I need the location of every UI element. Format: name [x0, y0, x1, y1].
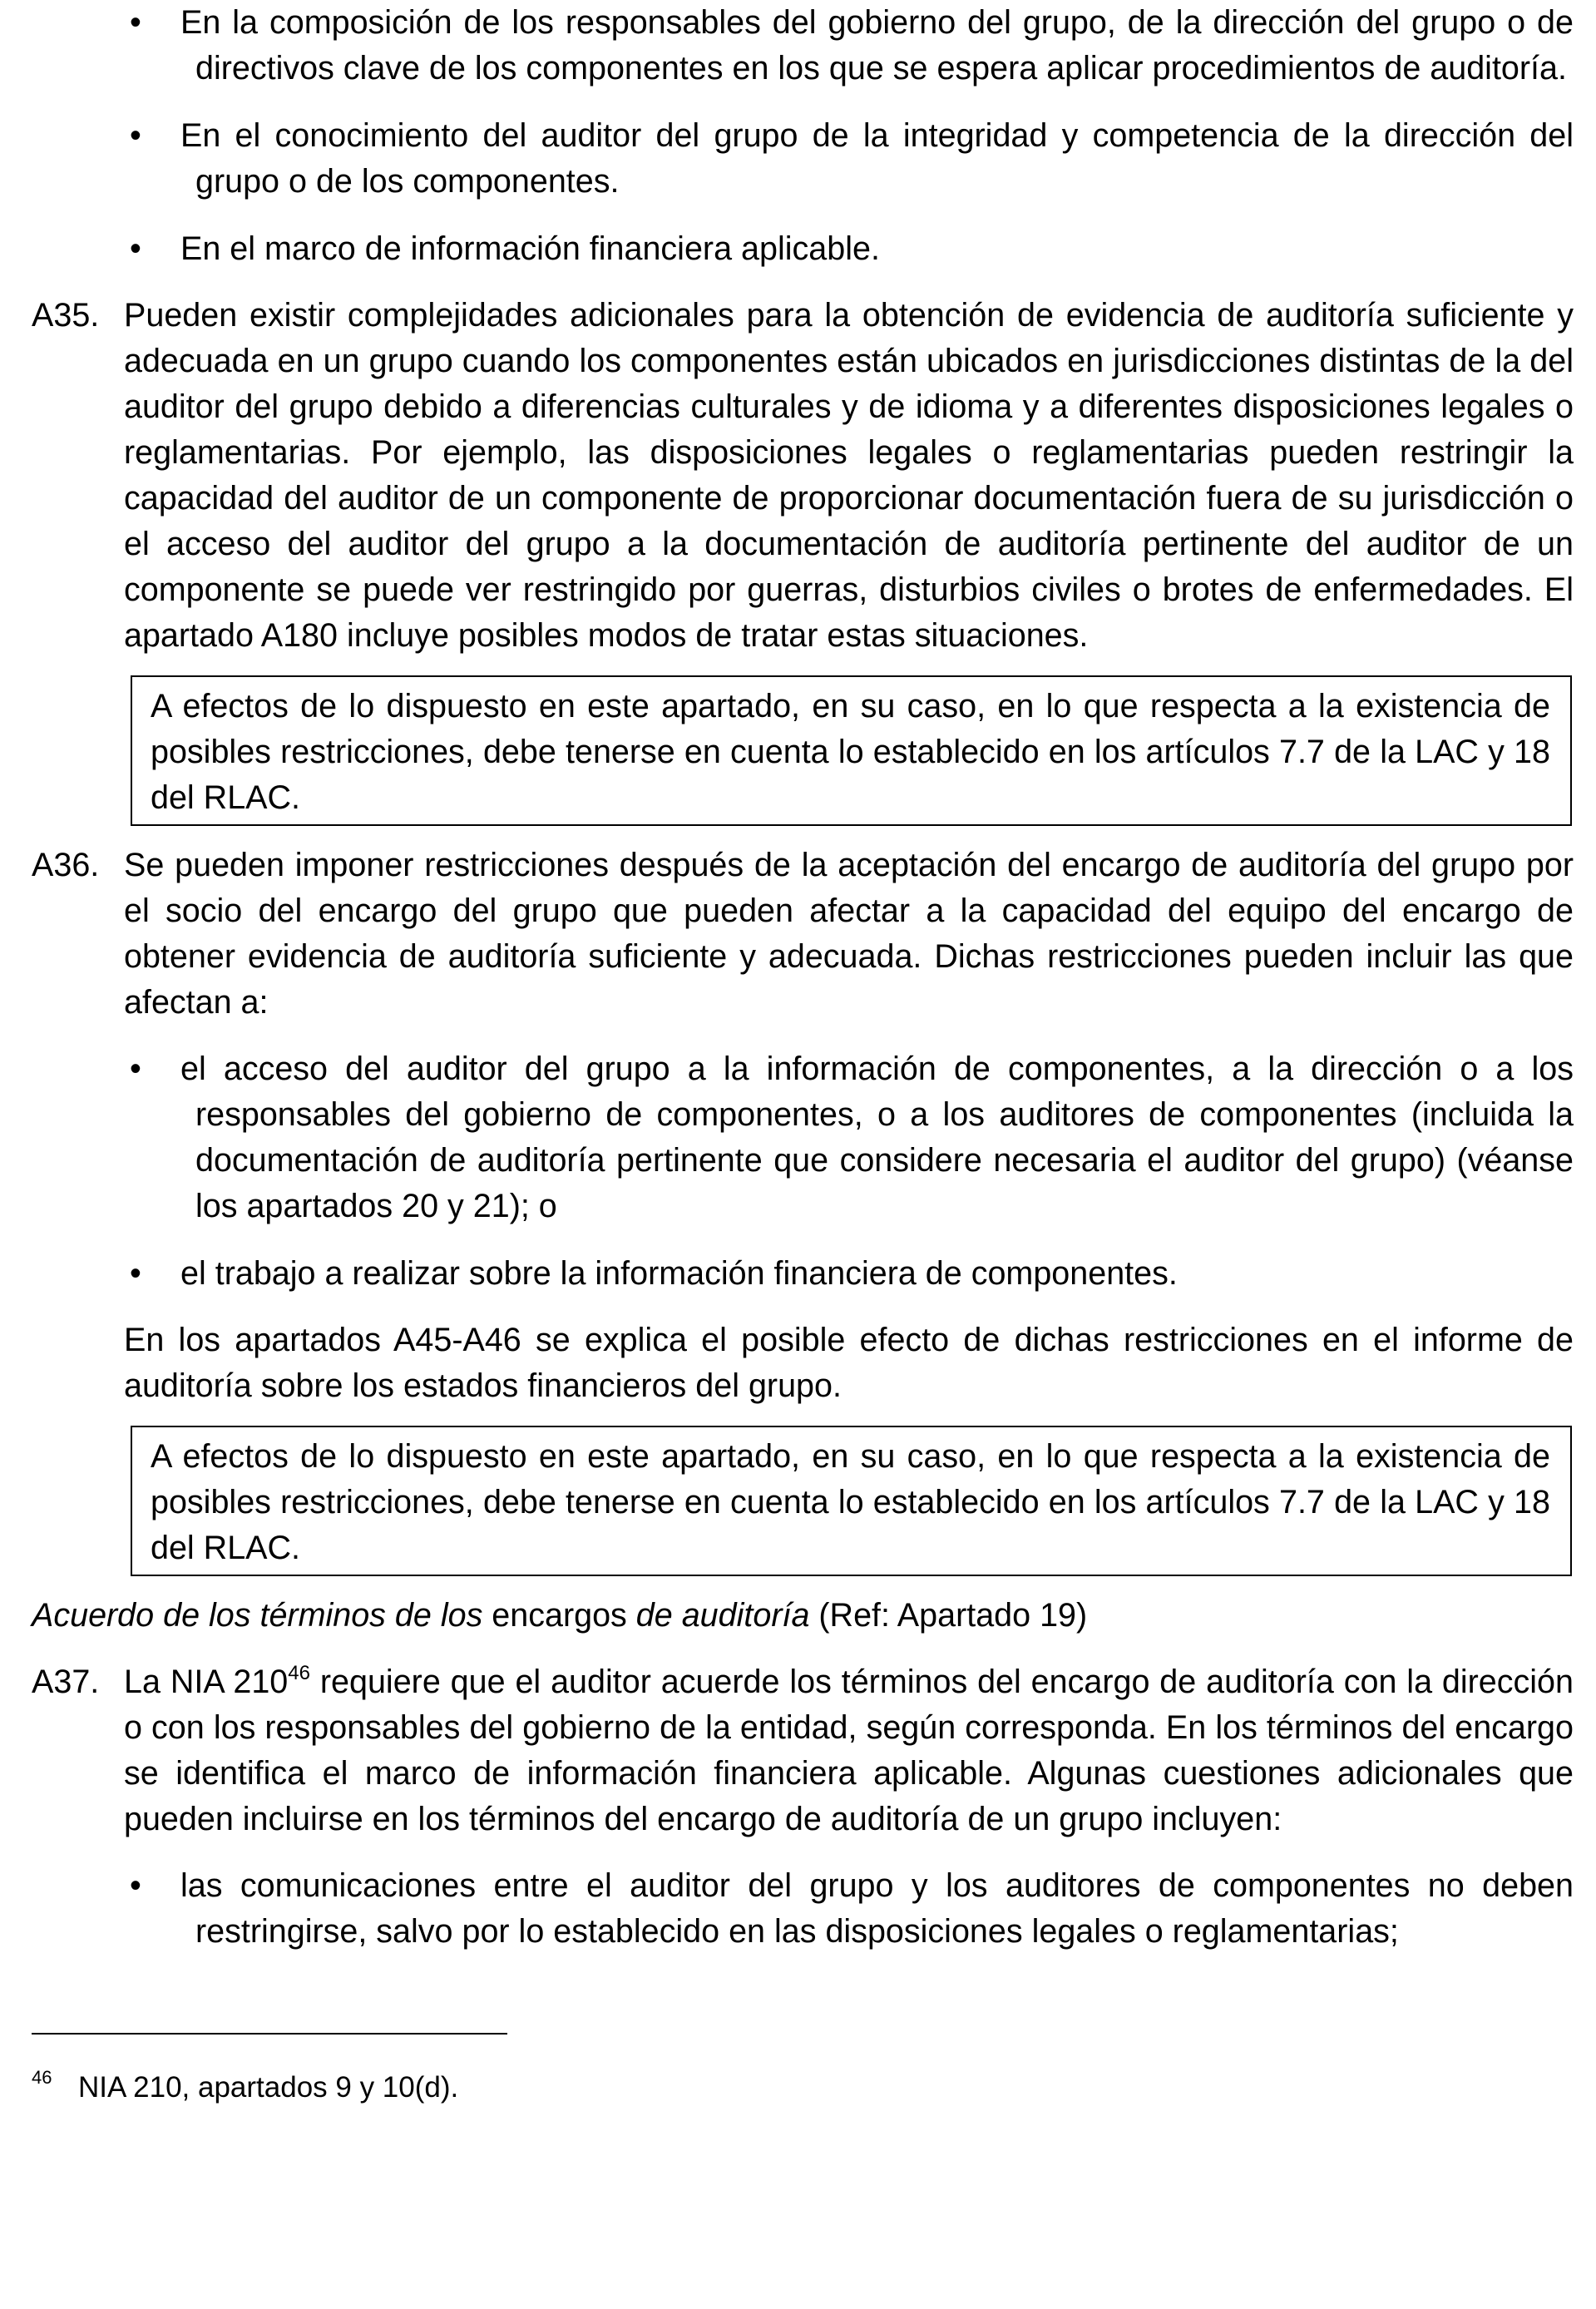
list-item — [32, 1046, 1574, 1229]
note-box — [131, 1426, 1572, 1576]
paragraph-a37 — [32, 1659, 1574, 1842]
bullet-text: En el conocimiento del auditor del grupo de la integridad y competencia de la dirección del grupo o de los componentes. — [180, 117, 1574, 200]
bullet-marker: • — [130, 1867, 141, 1904]
footnote-reference[interactable]: 46 — [288, 1661, 310, 1684]
paragraph-a35 — [32, 293, 1574, 659]
bullet-text: las comunicaciones entre el auditor del grupo y los auditores de componentes no deben restringirse, salvo por lo establecido en las disposiciones legales o reglamentarias; — [180, 1867, 1574, 1950]
paragraph-text-start: La NIA 210 — [124, 1664, 289, 1700]
list-item — [32, 1251, 1574, 1297]
paragraph-text: En los apartados A45-A46 se explica el posible efecto de dichas restricciones en el informe de auditoría sobre los estados financieros del grupo. — [124, 1322, 1574, 1404]
heading-italic-2: de auditoría — [635, 1597, 810, 1634]
footnote-number: 46 — [32, 2067, 52, 2088]
bullet-text: el acceso del auditor del grupo a la información de componentes, a la dirección o a los responsables del gobierno de componentes, o a los auditores de componentes (incluida la documentación de auditoría pertinente que considere necesaria el auditor del grupo) (véanse los apartados 20 y 21); o — [180, 1051, 1574, 1224]
bullet-text: En el marco de información financiera aplicable. — [180, 230, 880, 267]
paragraph-number: A36. — [32, 847, 100, 883]
list-item — [32, 0, 1574, 91]
heading-italic-1: Acuerdo de los términos de los — [32, 1597, 483, 1634]
note-text: A efectos de lo dispuesto en este apartado, en su caso, en lo que respecta a la existencia de posibles restricciones, debe tenerse en cuenta lo establecido en los artículos 7.7 de la LAC y 18 del RLAC. — [151, 1438, 1550, 1566]
bullet-marker: • — [130, 1051, 141, 1087]
list-item — [32, 1863, 1574, 1955]
paragraph-a36 — [32, 843, 1574, 1026]
bullet-marker: • — [130, 230, 141, 267]
bullet-text: En la composición de los responsables del gobierno del grupo, de la dirección del grupo o de directivos clave de los componentes en los que se espera aplicar procedimientos de auditoría. — [180, 4, 1574, 87]
paragraph-number: A35. — [32, 297, 100, 334]
bullet-marker: • — [130, 117, 141, 154]
paragraph-text: Pueden existir complejidades adicionales para la obtención de evidencia de auditoría suficiente y adecuada en un grupo cuando los componentes están ubicados en jurisdicciones distintas de la del auditor del grupo debido a diferencias culturales y de idioma y a diferentes disposiciones legales o reglamentarias. Por ejemplo, las disposiciones legales o reglamentarias pueden restringir la capacidad del auditor de un componente de proporcionar documentación fuera de su jurisdicción o el acceso del auditor del grupo a la documentación de auditoría pertinente del auditor de un componente se puede ver restringido por guerras, disturbios civiles o brotes de enfermedades. El apartado A180 incluye posibles modos de tratar estas situaciones. — [124, 297, 1574, 654]
footnote-separator — [32, 2033, 507, 2035]
footnote — [32, 2067, 458, 2112]
heading-reference: (Ref: Apartado 19) — [809, 1597, 1088, 1634]
list-item — [32, 113, 1574, 205]
paragraph-continuation — [32, 1318, 1574, 1409]
bullet-marker: • — [130, 1255, 141, 1292]
note-text: A efectos de lo dispuesto en este apartado, en su caso, en lo que respecta a la existencia de posibles restricciones, debe tenerse en cuenta lo establecido en los artículos 7.7 de la LAC y 18 del RLAC. — [151, 688, 1550, 816]
bullet-text: el trabajo a realizar sobre la información financiera de componentes. — [180, 1255, 1178, 1292]
list-item — [32, 226, 1574, 272]
note-box — [131, 675, 1572, 826]
document-page — [32, 0, 1574, 1955]
section-heading — [32, 1593, 1574, 1639]
bullet-marker: • — [130, 4, 141, 41]
paragraph-number: A37. — [32, 1664, 100, 1700]
paragraph-text: Se pueden imponer restricciones después de la aceptación del encargo de auditoría del grupo por el socio del encargo del grupo que pueden afectar a la capacidad del equipo del encargo de obtener evidencia de auditoría suficiente y adecuada. Dichas restricciones pueden incluir las que afectan a: — [124, 847, 1574, 1021]
footnote-text: NIA 210, apartados 9 y 10(d). — [78, 2071, 459, 2104]
heading-roman-1: encargos — [482, 1597, 636, 1634]
paragraph-text-rest: requiere que el auditor acuerde los términos del encargo de auditoría con la dirección o con los responsables del gobierno de la entidad, según corresponda. En los términos del encargo se identifica el marco de información financiera aplicable. Algunas cuestiones adicionales que pueden incluirse en los términos del encargo de auditoría de un grupo incluyen: — [124, 1664, 1574, 1837]
